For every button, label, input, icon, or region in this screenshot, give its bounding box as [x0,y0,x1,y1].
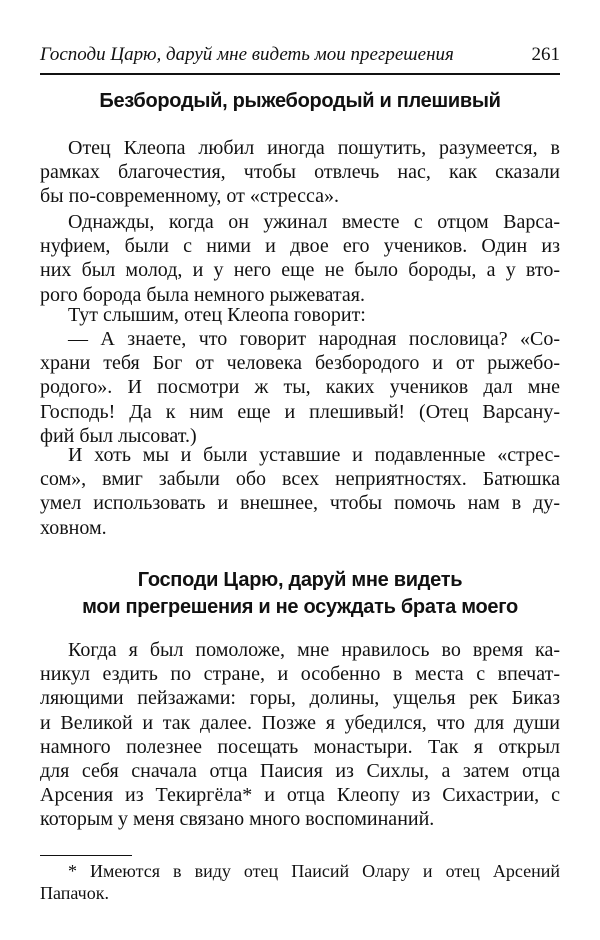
text-line: сом», вмиг забыли обо всех неприятностях. Батюшка [40,468,560,491]
header-rule [40,73,560,75]
paragraph-5 [40,443,560,540]
text-line: них был молод, и у него еще не было бороды, а у вто- [40,259,560,282]
heading-line: Господи Царю, даруй мне видеть [137,569,463,591]
text-line: храни тебя Бог от человека безбородого и от рыжебо- [40,352,560,375]
paragraph-6 [40,638,560,832]
text-line: И хоть мы и были уставшие и подавленные «стрес- [68,444,560,466]
text-line: рого борода была немного рыжеватая. [40,283,365,306]
text-line: Однажды, когда он ужинал вместе с отцом Варса- [68,211,560,233]
text-line: Господь! Да к ним еще и плешивый! (Отец Варсану- [40,400,560,423]
paragraph-4 [40,327,560,448]
text-line: умел использовать и внешнее, чтобы помочь нам в ду- [40,492,560,515]
text-line: нуфием, были с ними и двое его учеников. Один из [40,235,560,258]
text-line: никул ездить по стране, и особенно в места с впечат- [40,663,560,686]
text-line: ховном. [40,516,107,539]
footnote-line: * Имеются в виду отец Паисий Олару и отец Арсений [68,861,560,881]
text-line: Тут слышим, отец Клеопа говорит: [68,304,366,326]
text-line: и Великой и так далее. Позже я убедился, что для души [40,711,560,734]
running-title: Господи Царю, даруй мне видеть мои прегрешения [40,44,454,65]
heading-line: мои прегрешения и не осуждать брата моего [82,596,518,618]
footnote-rule [40,855,132,856]
section-heading-beardless: Безбородый, рыжебородый и плешивый [99,90,501,112]
footnote [40,860,560,904]
text-line: рамках благочестия, чтобы отвлечь нас, как сказали [40,161,560,184]
text-line: Когда я был помоложе, мне нравилось во время ка- [68,639,560,661]
paragraph-2 [40,210,560,307]
text-line: бы по-современному, от «стресса». [40,185,339,208]
text-line: намного полезнее посещать монастыри. Так я открыл [40,735,560,758]
text-line: для себя сначала отца Паисия из Сихлы, а затем отца [40,759,560,782]
text-line: Арсения из Текиргёла* и отца Клеопу из Сихастрии, с [40,784,560,807]
text-line: — А знаете, что говорит народная пословица? «Со- [68,328,560,350]
paragraph-1 [40,136,560,209]
page-number: 261 [531,44,560,65]
paragraph-3 [40,303,560,327]
text-line: фий был лысоват.) [40,424,197,447]
text-line: ляющими пейзажами: горы, долины, ущелья рек Биказ [40,687,560,710]
text-line: которым у меня связано много воспоминаний. [40,808,435,831]
text-line: Отец Клеопа любил иногда пошутить, разумеется, в [68,137,560,159]
text-line: родого». И посмотри ж ты, каких учеников дал мне [40,376,560,399]
section-heading-lord-king [40,567,560,621]
running-header [40,44,560,70]
footnote-line: Папачок. [40,883,109,903]
